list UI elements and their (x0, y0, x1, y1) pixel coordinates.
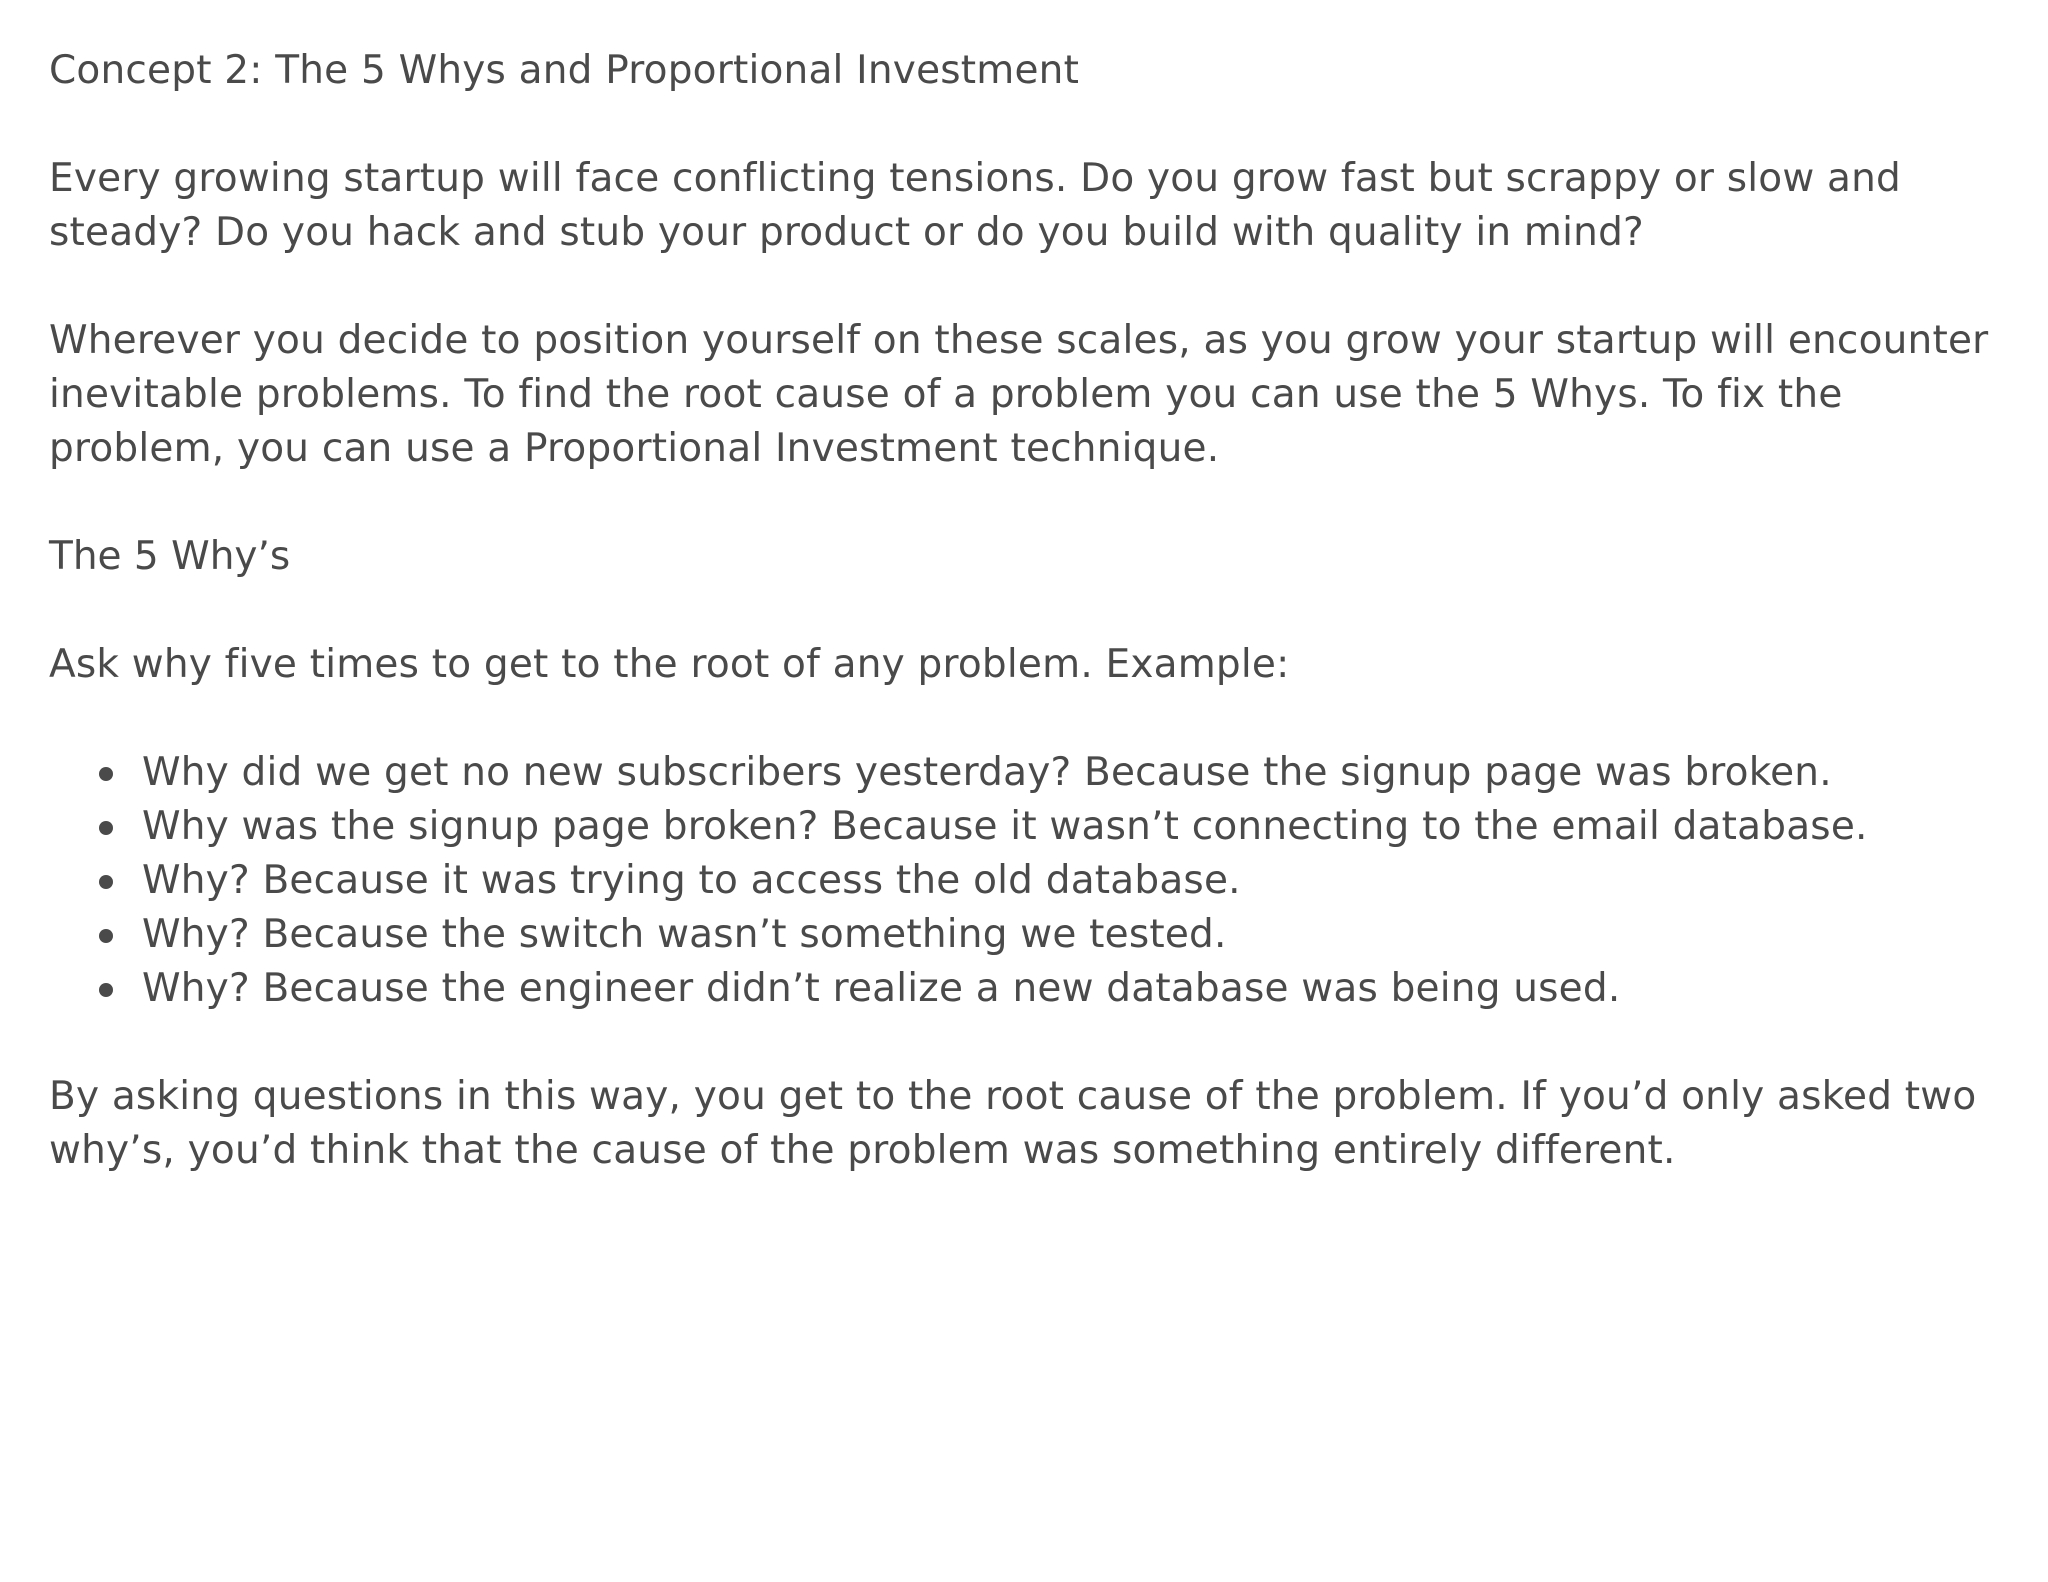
list-item (49, 854, 2009, 908)
paragraph-conclusion: By asking questions in this way, you get to the root cause of the problem. If you’d only asked two why’s, you’d think that the cause of the problem was something entirely different. (49, 1074, 1977, 1173)
paragraph-intro: Ask why five times to get to the root of any problem. Example: (49, 642, 1290, 687)
list-item-text: Why did we get no new subscribers yesterday? Because the signup page was broken. (142, 750, 1832, 795)
list-item-text: Why? Because the engineer didn’t realize a new database was being used. (142, 966, 1621, 1011)
paragraph-tensions: Every growing startup will face conflicting tensions. Do you grow fast but scrappy or slow and steady? Do you hack and stub your product or do you build with quality in mind? (49, 156, 1901, 255)
whys-list (49, 746, 2009, 1016)
list-item-text: Why was the signup page broken? Because it wasn’t connecting to the email database. (142, 804, 1868, 849)
paragraph-problems: Wherever you decide to position yourself on these scales, as you grow your startup will encounter inevitable problems. To find the root cause of a problem you can use the 5 Whys. To fix the problem, you can use a Proportional Investment technique. (49, 318, 1989, 471)
list-item-text: Why? Because the switch wasn’t something we tested. (142, 912, 1227, 957)
bullet-icon (99, 767, 113, 781)
document-title: Concept 2: The 5 Whys and Proportional Investment (49, 48, 1080, 93)
document-body (49, 44, 2009, 1232)
bullet-icon (99, 929, 113, 943)
section-heading-5-whys: The 5 Why’s (49, 534, 291, 579)
bullet-icon (99, 821, 113, 835)
list-item-text: Why? Because it was trying to access the old database. (142, 858, 1241, 903)
list-item (49, 908, 2009, 962)
bullet-icon (99, 983, 113, 997)
list-item (49, 800, 2009, 854)
list-item (49, 746, 2009, 800)
list-item (49, 962, 2009, 1016)
bullet-icon (99, 875, 113, 889)
